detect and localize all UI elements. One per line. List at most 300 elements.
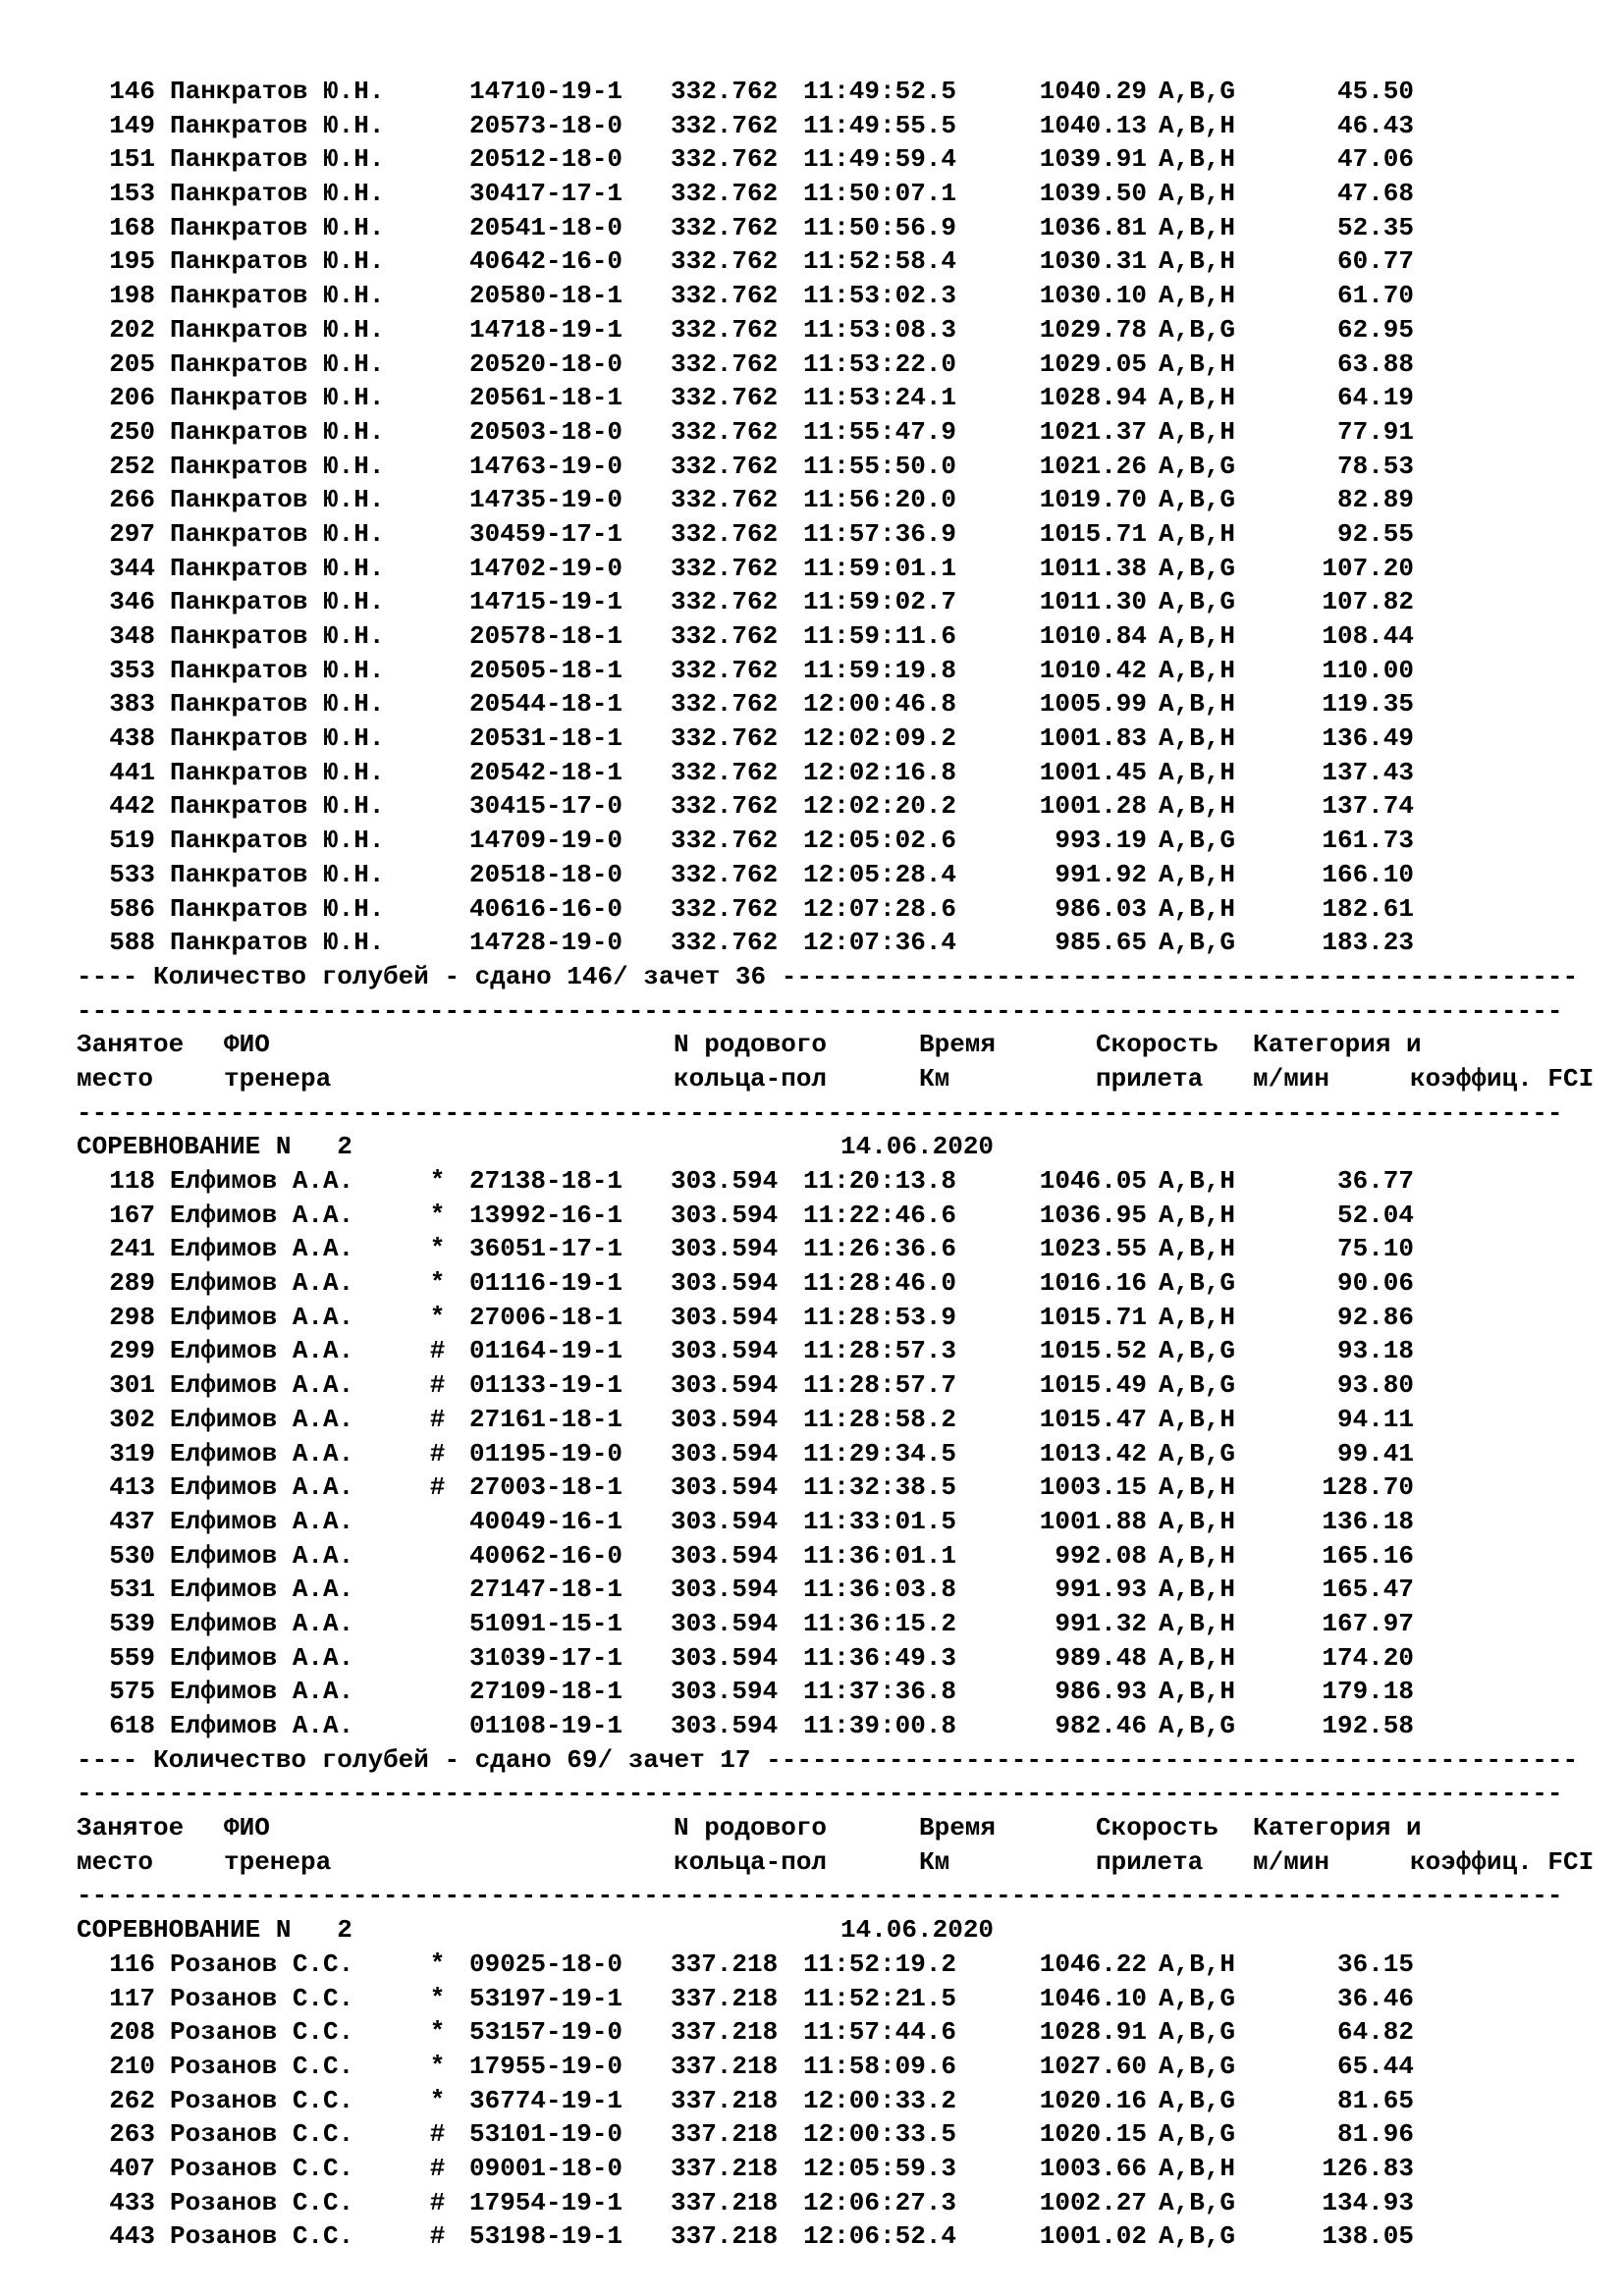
cell-mark: # xyxy=(429,1472,446,1503)
cell-name: Елфимов А.А. xyxy=(170,1642,354,1673)
cell-ring: 20512-18-0 xyxy=(469,144,623,175)
cell-time: 11:22:46.6 xyxy=(803,1200,957,1230)
cell-speed: 1011.30 xyxy=(1039,587,1147,617)
cell-fci: 36.15 xyxy=(1336,1949,1414,1979)
cell-time: 12:07:36.4 xyxy=(803,928,957,958)
cell-name: Елфимов А.А. xyxy=(170,1336,354,1366)
cell-speed: 1046.10 xyxy=(1039,1983,1147,2013)
cell-name: Панкратов Ю.Н. xyxy=(170,77,385,106)
cell-speed: 1039.50 xyxy=(1039,179,1147,209)
cell-cat: A,B,H xyxy=(1159,1575,1236,1605)
cell-place: 442 xyxy=(109,791,155,822)
table-row xyxy=(77,1403,1549,1437)
cell-fci: 47.06 xyxy=(1336,144,1414,175)
cell-speed: 1015.71 xyxy=(1039,518,1147,549)
cell-cat: A,B,G xyxy=(1159,77,1236,106)
cell-name: Розанов С.С. xyxy=(170,1983,354,2013)
cell-time: 11:53:24.1 xyxy=(803,383,957,413)
cell-time: 11:59:02.7 xyxy=(803,587,957,617)
table-row xyxy=(77,926,1549,960)
table-row xyxy=(77,211,1549,245)
results-document xyxy=(77,75,1595,2254)
cell-fci: 119.35 xyxy=(1322,689,1414,720)
header-speed-label-2: м/мин xyxy=(1253,1846,1330,1877)
cell-km: 332.762 xyxy=(671,179,779,209)
cell-place: 202 xyxy=(109,314,155,345)
cell-ring: 09001-18-0 xyxy=(469,2153,623,2183)
column-header-line-2 xyxy=(77,1845,1595,1880)
summary-line: ---- Количество голубей - сдано 69/ зачет 17 ----------------------------------------------------- xyxy=(77,1744,1579,1775)
cell-ring: 27138-18-1 xyxy=(469,1166,623,1196)
cell-name: Панкратов Ю.Н. xyxy=(170,655,385,685)
cell-fci: 61.70 xyxy=(1336,281,1414,311)
cell-cat: A,B,H xyxy=(1159,1234,1236,1264)
cell-km: 332.762 xyxy=(671,77,779,106)
competition-line xyxy=(77,1913,1549,1948)
cell-fci: 82.89 xyxy=(1336,485,1414,515)
cell-km: 337.218 xyxy=(671,2051,779,2081)
cell-ring: 20578-18-1 xyxy=(469,621,623,651)
cell-ring: 40642-16-0 xyxy=(469,246,623,277)
cell-place: 575 xyxy=(109,1677,155,1707)
cell-mark: # xyxy=(429,2153,446,2183)
cell-fci: 64.82 xyxy=(1336,2017,1414,2048)
cell-speed: 986.93 xyxy=(1055,1677,1147,1707)
cell-name: Елфимов А.А. xyxy=(170,1575,354,1605)
cell-place: 383 xyxy=(109,689,155,720)
cell-ring: 40062-16-0 xyxy=(469,1540,623,1571)
cell-speed: 1002.27 xyxy=(1039,2187,1147,2217)
cell-cat: A,B,G xyxy=(1159,826,1236,856)
cell-speed: 985.65 xyxy=(1055,928,1147,958)
cell-speed: 1016.16 xyxy=(1039,1268,1147,1299)
cell-place: 559 xyxy=(109,1642,155,1673)
header-cat-label: Категория и xyxy=(1253,1030,1422,1060)
cell-fci: 36.46 xyxy=(1336,1983,1414,2013)
cell-cat: A,B,G xyxy=(1159,587,1236,617)
cell-cat: A,B,H xyxy=(1159,689,1236,720)
cell-km: 303.594 xyxy=(671,1336,779,1366)
cell-name: Елфимов А.А. xyxy=(170,1370,354,1401)
cell-ring: 20561-18-1 xyxy=(469,383,623,413)
cell-cat: A,B,G xyxy=(1159,314,1236,345)
cell-name: Розанов С.С. xyxy=(170,2153,354,2183)
header-fio-label-2: тренера xyxy=(224,1846,332,1877)
table-row xyxy=(77,687,1549,721)
cell-km: 337.218 xyxy=(671,2187,779,2217)
cell-km: 337.218 xyxy=(671,2017,779,2048)
cell-cat: A,B,H xyxy=(1159,1302,1236,1332)
table-row xyxy=(77,313,1549,347)
header-speed-label: Скорость xyxy=(1096,1813,1218,1843)
cell-time: 12:05:28.4 xyxy=(803,859,957,889)
cell-time: 11:57:44.6 xyxy=(803,2017,957,2048)
header-cat-label: Категория и xyxy=(1253,1813,1422,1843)
table-row xyxy=(77,2050,1549,2084)
table-row xyxy=(77,654,1549,688)
cell-ring: 36774-19-1 xyxy=(469,2085,623,2115)
cell-name: Панкратов Ю.Н. xyxy=(170,314,385,345)
table-row xyxy=(77,1266,1549,1301)
table-row xyxy=(77,1470,1549,1505)
cell-time: 11:52:19.2 xyxy=(803,1949,957,1979)
cell-ring: 31039-17-1 xyxy=(469,1642,623,1673)
cell-place: 118 xyxy=(109,1166,155,1196)
cell-mark: # xyxy=(429,1336,446,1366)
cell-ring: 14715-19-1 xyxy=(469,587,623,617)
cell-place: 301 xyxy=(109,1370,155,1401)
cell-place: 319 xyxy=(109,1438,155,1468)
cell-cat: A,B,G xyxy=(1159,1370,1236,1401)
cell-speed: 1001.28 xyxy=(1039,791,1147,822)
cell-ring: 20544-18-1 xyxy=(469,689,623,720)
cell-cat: A,B,G xyxy=(1159,1268,1236,1299)
cell-name: Елфимов А.А. xyxy=(170,1268,354,1299)
cell-name: Панкратов Ю.Н. xyxy=(170,859,385,889)
cell-name: Панкратов Ю.Н. xyxy=(170,110,385,140)
cell-speed: 1005.99 xyxy=(1039,689,1147,720)
cell-mark: # xyxy=(429,2187,446,2217)
cell-ring: 53101-19-0 xyxy=(469,2119,623,2150)
cell-place: 206 xyxy=(109,383,155,413)
cell-speed: 1003.66 xyxy=(1039,2153,1147,2183)
cell-place: 533 xyxy=(109,859,155,889)
cell-speed: 991.32 xyxy=(1055,1608,1147,1638)
cell-fci: 94.11 xyxy=(1336,1404,1414,1434)
cell-place: 443 xyxy=(109,2221,155,2252)
cell-km: 303.594 xyxy=(671,1642,779,1673)
column-header-line-2 xyxy=(77,1062,1595,1096)
cell-km: 303.594 xyxy=(671,1711,779,1740)
cell-cat: A,B,H xyxy=(1159,383,1236,413)
cell-cat: A,B,G xyxy=(1159,1336,1236,1366)
cell-speed: 1021.26 xyxy=(1039,451,1147,481)
cell-time: 12:02:09.2 xyxy=(803,723,957,754)
cell-fci: 136.49 xyxy=(1322,723,1414,754)
cell-km: 332.762 xyxy=(671,826,779,856)
cell-km: 332.762 xyxy=(671,383,779,413)
table-row xyxy=(77,1675,1549,1709)
cell-name: Панкратов Ю.Н. xyxy=(170,893,385,924)
cell-time: 11:58:09.6 xyxy=(803,2051,957,2081)
cell-place: 151 xyxy=(109,144,155,175)
cell-ring: 53157-19-0 xyxy=(469,2017,623,2048)
cell-km: 332.762 xyxy=(671,587,779,617)
cell-speed: 1036.95 xyxy=(1039,1200,1147,1230)
header-fio-label: ФИО xyxy=(224,1813,270,1843)
cell-ring: 14735-19-0 xyxy=(469,485,623,515)
cell-km: 337.218 xyxy=(671,2085,779,2115)
table-row xyxy=(77,2186,1549,2220)
cell-km: 303.594 xyxy=(671,1575,779,1605)
cell-mark: # xyxy=(429,1370,446,1401)
cell-speed: 982.46 xyxy=(1055,1711,1147,1740)
cell-name: Елфимов А.А. xyxy=(170,1234,354,1264)
cell-ring: 27109-18-1 xyxy=(469,1677,623,1707)
cell-km: 303.594 xyxy=(671,1677,779,1707)
cell-speed: 1028.94 xyxy=(1039,383,1147,413)
header-ring-label: N родового xyxy=(674,1813,828,1843)
cell-cat: A,B,G xyxy=(1159,928,1236,958)
cell-mark: # xyxy=(429,1404,446,1434)
header-place-label-2: место xyxy=(77,1063,154,1094)
cell-fci: 62.95 xyxy=(1336,314,1414,345)
cell-cat: A,B,G xyxy=(1159,2187,1236,2217)
cell-speed: 1029.78 xyxy=(1039,314,1147,345)
cell-mark: * xyxy=(429,1234,446,1264)
cell-cat: A,B,H xyxy=(1159,1404,1236,1434)
cell-name: Розанов С.С. xyxy=(170,2051,354,2081)
cell-name: Панкратов Ю.Н. xyxy=(170,281,385,311)
cell-speed: 1046.22 xyxy=(1039,1949,1147,1979)
table-row xyxy=(77,721,1549,756)
cell-fci: 99.41 xyxy=(1336,1438,1414,1468)
cell-name: Розанов С.С. xyxy=(170,2085,354,2115)
cell-ring: 01108-19-1 xyxy=(469,1711,623,1740)
competition-date: 14.06.2020 xyxy=(840,1915,995,1946)
cell-time: 11:53:02.3 xyxy=(803,281,957,311)
cell-name: Панкратов Ю.Н. xyxy=(170,212,385,242)
cell-cat: A,B,G xyxy=(1159,553,1236,583)
cell-speed: 991.93 xyxy=(1055,1575,1147,1605)
cell-km: 332.762 xyxy=(671,451,779,481)
table-row xyxy=(77,244,1549,279)
cell-ring: 14702-19-0 xyxy=(469,553,623,583)
cell-fci: 174.20 xyxy=(1322,1642,1414,1673)
table-row xyxy=(77,552,1549,586)
cell-km: 337.218 xyxy=(671,1949,779,1979)
cell-km: 332.762 xyxy=(671,485,779,515)
header-time-label: Время xyxy=(919,1030,997,1060)
cell-place: 586 xyxy=(109,893,155,924)
cell-speed: 1030.31 xyxy=(1039,246,1147,277)
cell-speed: 1021.37 xyxy=(1039,416,1147,447)
cell-fci: 165.47 xyxy=(1322,1575,1414,1605)
cell-place: 263 xyxy=(109,2119,155,2150)
cell-name: Панкратов Ю.Н. xyxy=(170,928,385,958)
header-cat-label-2: коэффиц. FCI xyxy=(1410,1063,1595,1094)
cell-place: 433 xyxy=(109,2187,155,2217)
cell-speed: 1027.60 xyxy=(1039,2051,1147,2081)
cell-place: 437 xyxy=(109,1506,155,1536)
cell-ring: 20520-18-0 xyxy=(469,348,623,379)
cell-ring: 20542-18-1 xyxy=(469,757,623,787)
cell-ring: 27006-18-1 xyxy=(469,1302,623,1332)
cell-name: Елфимов А.А. xyxy=(170,1404,354,1434)
cell-place: 116 xyxy=(109,1949,155,1979)
cell-cat: A,B,H xyxy=(1159,1472,1236,1503)
cell-time: 11:50:56.9 xyxy=(803,212,957,242)
cell-mark: # xyxy=(429,2221,446,2252)
cell-cat: A,B,H xyxy=(1159,1949,1236,1979)
cell-fci: 183.23 xyxy=(1322,928,1414,958)
cell-fci: 167.97 xyxy=(1322,1608,1414,1638)
cell-speed: 992.08 xyxy=(1055,1540,1147,1571)
cell-name: Панкратов Ю.Н. xyxy=(170,723,385,754)
cell-ring: 20580-18-1 xyxy=(469,281,623,311)
cell-cat: A,B,H xyxy=(1159,144,1236,175)
cell-ring: 30459-17-1 xyxy=(469,518,623,549)
cell-speed: 1030.10 xyxy=(1039,281,1147,311)
cell-speed: 1015.49 xyxy=(1039,1370,1147,1401)
cell-km: 303.594 xyxy=(671,1472,779,1503)
cell-fci: 93.18 xyxy=(1336,1336,1414,1366)
cell-ring: 27161-18-1 xyxy=(469,1404,623,1434)
cell-fci: 137.43 xyxy=(1322,757,1414,787)
cell-time: 11:20:13.8 xyxy=(803,1166,957,1196)
table-row xyxy=(77,1368,1549,1403)
cell-fci: 165.16 xyxy=(1322,1540,1414,1571)
cell-speed: 1015.71 xyxy=(1039,1302,1147,1332)
cell-km: 332.762 xyxy=(671,655,779,685)
cell-speed: 1001.45 xyxy=(1039,757,1147,787)
cell-km: 332.762 xyxy=(671,144,779,175)
cell-km: 332.762 xyxy=(671,689,779,720)
cell-km: 303.594 xyxy=(671,1302,779,1332)
cell-cat: A,B,H xyxy=(1159,791,1236,822)
cell-fci: 81.96 xyxy=(1336,2119,1414,2150)
header-ring-label-2: кольца-пол xyxy=(674,1063,828,1094)
cell-place: 198 xyxy=(109,281,155,311)
cell-ring: 20503-18-0 xyxy=(469,416,623,447)
cell-place: 344 xyxy=(109,553,155,583)
cell-fci: 60.77 xyxy=(1336,246,1414,277)
cell-place: 539 xyxy=(109,1608,155,1638)
cell-ring: 20541-18-0 xyxy=(469,212,623,242)
cell-time: 12:06:27.3 xyxy=(803,2187,957,2217)
cell-fci: 64.19 xyxy=(1336,383,1414,413)
table-row xyxy=(77,279,1549,313)
cell-fci: 65.44 xyxy=(1336,2051,1414,2081)
cell-ring: 14763-19-0 xyxy=(469,451,623,481)
cell-name: Розанов С.С. xyxy=(170,2017,354,2048)
table-row xyxy=(77,517,1549,552)
cell-place: 210 xyxy=(109,2051,155,2081)
cell-time: 11:36:01.1 xyxy=(803,1540,957,1571)
cell-km: 303.594 xyxy=(671,1234,779,1264)
cell-place: 413 xyxy=(109,1472,155,1503)
header-speed-label: Скорость xyxy=(1096,1030,1218,1060)
table-row xyxy=(77,1232,1549,1266)
cell-fci: 36.77 xyxy=(1336,1166,1414,1196)
table-row xyxy=(77,1982,1549,2016)
cell-speed: 1013.42 xyxy=(1039,1438,1147,1468)
cell-speed: 1028.91 xyxy=(1039,2017,1147,2048)
cell-place: 250 xyxy=(109,416,155,447)
cell-mark: * xyxy=(429,2017,446,2048)
table-row xyxy=(77,1164,1549,1199)
cell-ring: 09025-18-0 xyxy=(469,1949,623,1979)
cell-place: 299 xyxy=(109,1336,155,1366)
cell-fci: 47.68 xyxy=(1336,179,1414,209)
cell-km: 332.762 xyxy=(671,893,779,924)
cell-time: 11:49:59.4 xyxy=(803,144,957,175)
cell-ring: 14728-19-0 xyxy=(469,928,623,958)
cell-speed: 989.48 xyxy=(1055,1642,1147,1673)
cell-mark: * xyxy=(429,2051,446,2081)
cell-cat: A,B,G xyxy=(1159,2051,1236,2081)
cell-name: Елфимов А.А. xyxy=(170,1506,354,1536)
cell-time: 11:55:50.0 xyxy=(803,451,957,481)
cell-time: 11:36:49.3 xyxy=(803,1642,957,1673)
cell-place: 588 xyxy=(109,928,155,958)
cell-time: 11:37:36.8 xyxy=(803,1677,957,1707)
table-row xyxy=(77,1709,1549,1743)
cell-ring: 20531-18-1 xyxy=(469,723,623,754)
cell-time: 12:05:59.3 xyxy=(803,2153,957,2183)
table-row xyxy=(77,585,1549,619)
cell-speed: 1029.05 xyxy=(1039,348,1147,379)
cell-km: 303.594 xyxy=(671,1370,779,1401)
cell-cat: A,B,G xyxy=(1159,2017,1236,2048)
cell-ring: 14709-19-0 xyxy=(469,826,623,856)
cell-place: 348 xyxy=(109,621,155,651)
cell-place: 289 xyxy=(109,1268,155,1299)
cell-speed: 1001.02 xyxy=(1039,2221,1147,2252)
cell-time: 11:28:57.3 xyxy=(803,1336,957,1366)
table-row xyxy=(77,1437,1549,1471)
cell-cat: A,B,H xyxy=(1159,281,1236,311)
table-row xyxy=(77,450,1549,484)
cell-time: 12:00:46.8 xyxy=(803,689,957,720)
cell-ring: 36051-17-1 xyxy=(469,1234,623,1264)
table-row xyxy=(77,1505,1549,1539)
cell-cat: A,B,H xyxy=(1159,246,1236,277)
cell-cat: A,B,G xyxy=(1159,2119,1236,2150)
cell-ring: 17954-19-1 xyxy=(469,2187,623,2217)
cell-speed: 1015.47 xyxy=(1039,1404,1147,1434)
cell-place: 519 xyxy=(109,826,155,856)
separator-line: ------------------------------------------------------------------------------------------------- xyxy=(77,1881,1563,1911)
cell-speed: 991.92 xyxy=(1055,859,1147,889)
cell-place: 167 xyxy=(109,1200,155,1230)
cell-mark: * xyxy=(429,1268,446,1299)
cell-cat: A,B,G xyxy=(1159,1438,1236,1468)
cell-km: 337.218 xyxy=(671,2153,779,2183)
table-row xyxy=(77,1573,1549,1607)
cell-fci: 182.61 xyxy=(1322,893,1414,924)
table-row xyxy=(77,75,1549,109)
cell-time: 11:36:15.2 xyxy=(803,1608,957,1638)
cell-cat: A,B,H xyxy=(1159,1608,1236,1638)
cell-time: 11:32:38.5 xyxy=(803,1472,957,1503)
cell-place: 346 xyxy=(109,587,155,617)
cell-ring: 13992-16-1 xyxy=(469,1200,623,1230)
cell-time: 11:49:52.5 xyxy=(803,77,957,106)
cell-fci: 46.43 xyxy=(1336,110,1414,140)
cell-place: 407 xyxy=(109,2153,155,2183)
cell-km: 332.762 xyxy=(671,859,779,889)
cell-km: 332.762 xyxy=(671,791,779,822)
table-row xyxy=(77,756,1549,790)
cell-place: 146 xyxy=(109,77,155,106)
cell-cat: A,B,H xyxy=(1159,110,1236,140)
cell-mark: * xyxy=(429,1200,446,1230)
cell-speed: 1010.84 xyxy=(1039,621,1147,651)
cell-cat: A,B,H xyxy=(1159,518,1236,549)
cell-fci: 75.10 xyxy=(1336,1234,1414,1264)
cell-name: Елфимов А.А. xyxy=(170,1711,354,1740)
summary-line: ---- Количество голубей - сдано 146/ зачет 36 ---------------------------------------------------- xyxy=(77,961,1579,991)
cell-km: 332.762 xyxy=(671,314,779,345)
cell-cat: A,B,H xyxy=(1159,757,1236,787)
cell-km: 332.762 xyxy=(671,928,779,958)
cell-place: 153 xyxy=(109,179,155,209)
cell-place: 618 xyxy=(109,1711,155,1740)
cell-mark: # xyxy=(429,2119,446,2150)
table-row xyxy=(77,2015,1549,2050)
header-place-label: Занятое xyxy=(77,1813,185,1843)
